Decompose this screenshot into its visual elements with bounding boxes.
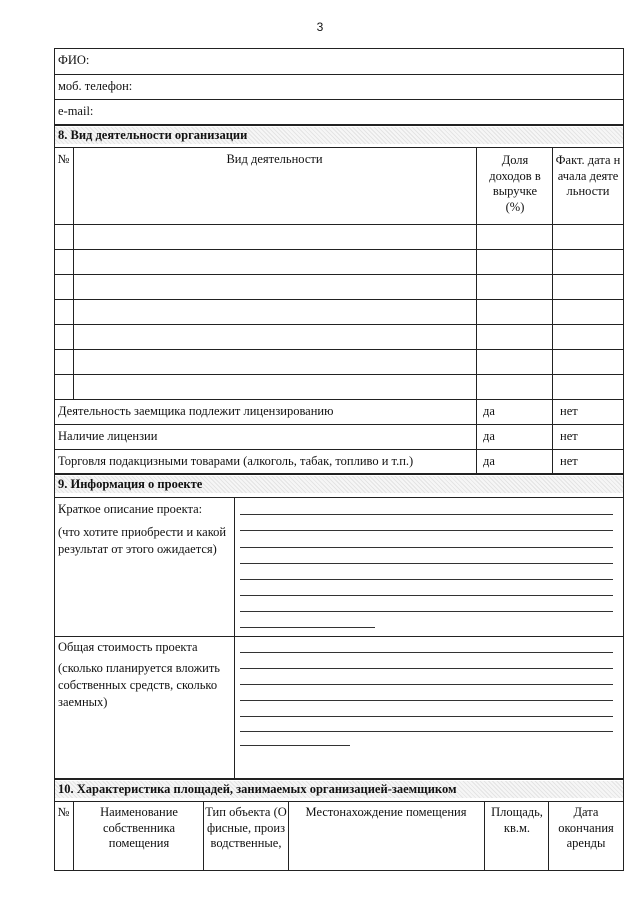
licensing-question: Деятельность заемщика подлежит лицензированию [58, 404, 334, 418]
cost-input-line[interactable] [240, 731, 613, 732]
row-divider [54, 74, 624, 75]
cost-input-line[interactable] [240, 652, 613, 653]
brief-input-line[interactable] [240, 547, 613, 548]
col-header-share: Доля доходов в выручке (%) [489, 153, 541, 214]
excise-question: Торговля подакцизными товарами (алкоголь, табак, топливо и т.п.) [58, 454, 414, 468]
row-divider [54, 636, 624, 637]
col-divider [484, 801, 485, 871]
brief-label: Краткое описание проекта: [58, 502, 203, 516]
section-8-title: 8. Вид деятельности организации [58, 128, 248, 142]
cost-input-line[interactable] [240, 700, 613, 701]
row-divider [54, 274, 624, 275]
brief-hint: (что хотите приобрести и какой результат от этого ожидается) [58, 525, 227, 556]
brief-input-line[interactable] [240, 514, 613, 515]
col-header-owner: Наименование собственника помещения [100, 805, 178, 850]
col-divider [234, 497, 235, 779]
cost-input-line[interactable] [240, 668, 613, 669]
col-divider [203, 801, 204, 871]
page-number: 3 [316, 20, 324, 34]
section-9-header [55, 476, 623, 493]
col-header-lease-end: Дата окончания аренды [558, 805, 614, 850]
licensing-yes: да [483, 404, 495, 418]
row-divider [54, 299, 624, 300]
row-divider [54, 99, 624, 100]
col-divider [73, 147, 74, 399]
licensing-no: нет [560, 404, 578, 418]
col-divider [548, 801, 549, 871]
col-header-num: № [57, 152, 70, 166]
excise-no: нет [560, 454, 578, 468]
license-question: Наличие лицензии [58, 429, 158, 443]
brief-input-line[interactable] [240, 530, 613, 531]
fio-label: ФИО: [58, 53, 90, 67]
row-divider [54, 449, 624, 450]
row-divider [54, 249, 624, 250]
brief-input-line[interactable] [240, 579, 613, 580]
col-divider [73, 801, 74, 871]
row-divider [54, 324, 624, 325]
section-10-header [55, 781, 623, 798]
license-yes: да [483, 429, 495, 443]
col-header-date: Факт. дата начала деятельности [555, 153, 621, 198]
col-header-num: № [57, 805, 70, 819]
cost-input-line[interactable] [240, 745, 350, 746]
brief-input-line[interactable] [240, 611, 613, 612]
row-divider [54, 801, 624, 802]
col-header-activity: Вид деятельности [226, 152, 323, 166]
row-divider [54, 224, 624, 225]
row-divider [54, 349, 624, 350]
row-divider [54, 497, 624, 498]
brief-input-line[interactable] [240, 627, 375, 628]
phone-label: моб. телефон: [58, 79, 133, 93]
excise-yes: да [483, 454, 495, 468]
email-label: e-mail: [58, 104, 94, 118]
license-no: нет [560, 429, 578, 443]
col-divider [552, 147, 553, 474]
col-header-type: Тип объекта (Офисные, производственные, [205, 805, 287, 850]
row-divider [54, 424, 624, 425]
section-10-title: 10. Характеристика площадей, занимаемых организацией-заемщиком [58, 782, 457, 796]
section-9-title: 9. Информация о проекте [58, 477, 203, 491]
cost-label: Общая стоимость проекта [58, 640, 198, 654]
cost-input-line[interactable] [240, 684, 613, 685]
col-header-area: Площадь, кв.м. [491, 805, 543, 835]
section-8-header [55, 127, 623, 144]
cost-input-line[interactable] [240, 716, 613, 717]
cost-hint: (сколько планируется вложить собственных средств, сколько заемных) [58, 661, 220, 709]
row-divider [54, 374, 624, 375]
row-divider [54, 399, 624, 400]
row-divider [54, 147, 624, 148]
brief-input-line[interactable] [240, 563, 613, 564]
col-header-location: Местонахождение помещения [305, 805, 467, 819]
col-divider [476, 147, 477, 474]
brief-input-line[interactable] [240, 595, 613, 596]
contact-table [54, 48, 624, 125]
